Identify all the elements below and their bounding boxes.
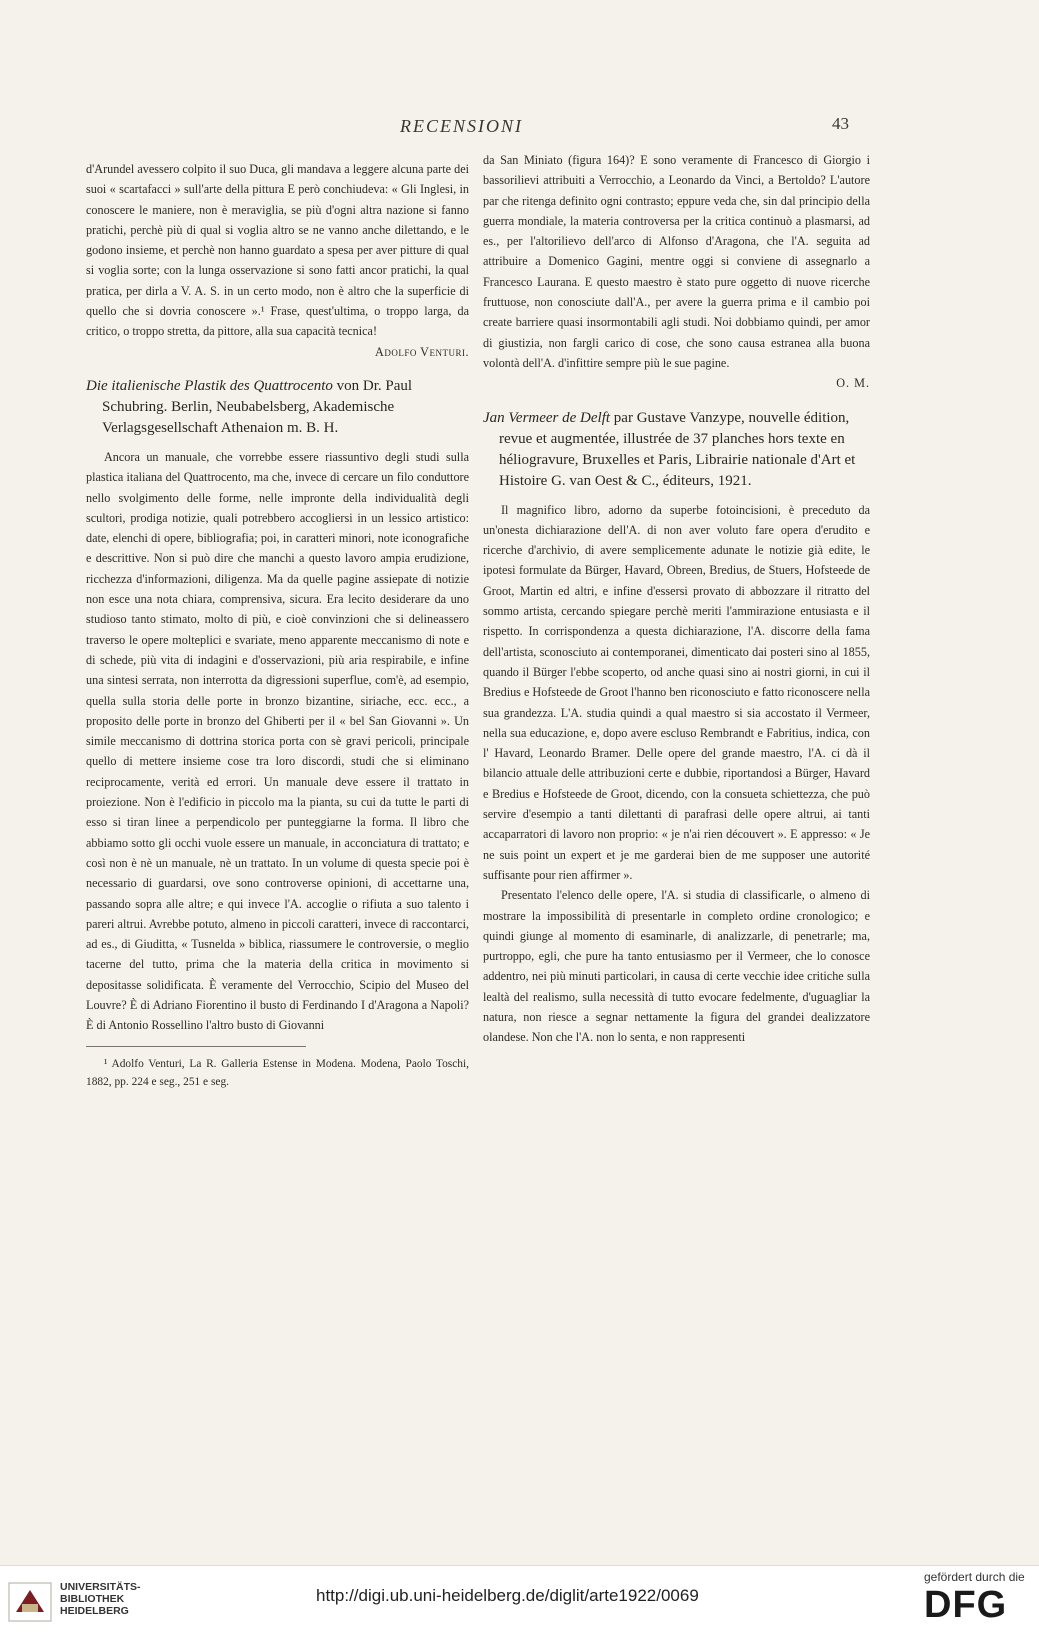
signature: Adolfo Venturi. bbox=[375, 344, 469, 359]
right-column bbox=[483, 150, 870, 1048]
review-heading bbox=[86, 376, 469, 439]
institution-name: UNIVERSITÄTS- BIBLIOTHEK HEIDELBERG bbox=[60, 1581, 141, 1617]
university-seal-icon bbox=[8, 1582, 52, 1622]
running-title: RECENSIONI bbox=[400, 116, 523, 136]
viewer-footer bbox=[0, 1565, 1039, 1632]
review-heading bbox=[483, 408, 870, 492]
paragraph bbox=[86, 159, 469, 359]
paragraph: Presentato l'elenco delle opere, l'A. si studia di classificarle, o almeno di mostrare la impossibilità di presentarle in completo ordine cronologico; e quindi giunge al momento di esaminarle, di analizzarle, di penetrarle; ma, purtroppo, egli, che pure ha tanto entusiasmo per il Vermeer, che lo conosce addentro, nei più minuti particolari, in causa di certe vecchie idee critiche sulla lealtà del realismo, sulla necessità di tutto evocare fedelmente, d'uguagliar la natura, non riesce a segnar nettamente la figura del grandei dealizzatore olandese. Non che l'A. non lo senta, e non rappresenti bbox=[483, 888, 870, 1045]
page-number: 43 bbox=[832, 114, 849, 133]
left-column bbox=[86, 159, 469, 1091]
page-url-link[interactable]: http://digi.ub.uni-heidelberg.de/diglit/arte1922/0069 bbox=[316, 1586, 699, 1605]
paragraph: Il magnifico libro, adorno da superbe fotoincisioni, è preceduto da un'onesta dichiarazione dell'A. di non aver voluto fare opera d'erudito e ricerche d'archivio, di avere semplicemente adunate le notizie già edite, le ipotesi formulate da Bürger, Havard, Obreen, Bredius, de Stuers, Hofsteede de Groot, Martin ed altri, e infine d'essersi provato di abbozzare il ritratto del sommo artista, cercando spiegare perchè meriti l'ammirazione entusiasta e il rispetto. In corrispondenza a questa dichiarazione, l'A. discorre della fama dell'artista, sconosciuto ai contemporanei, dimenticato dai posteri sino al 1855, quando il Bürger l'ebbe scoperto, od anche quasi sino ai nostri giorni, in cui il Bredius e Hofsteede de Groot l'hanno ben riconosciuto e fatto riconoscere nella sua grandezza. L'A. studia quindi a qual maestro si sia accostato il Vermeer, nella sua educazione, e, dopo avere escluso Rembrandt e Fabritius, indica, con l' Havard, Leonardo Bramer. Delle opere del grande maestro, l'A. ci dà il bilancio attuale delle attribuzioni certe e dubbie, riportandosi a Bürger, Havard e Bredius e Hofsteede de Groot, dicendo, con la consueta schiettezza, che può servire d'esempio a tanti dilettanti di parafrasi delle opere altrui, ai tanti accaparratori di lavoro non proprio: « je n'ai rien découvert ». E appresso: « Je ne suis point un expert et je me garderai bien de me supposer une autorité suffisante pour rien affirmer ». bbox=[483, 502, 870, 882]
book-details: von Dr. Paul Schubring. Berlin, Neubabelsberg, Akademische Verlagsgesellschaft Athenaion m. B. H. bbox=[102, 377, 413, 436]
signature: O. M. bbox=[836, 376, 870, 391]
book-details: par Gustave Vanzype, nouvelle édition, revue et augmentée, illustrée de 37 planches hors texte en héliogravure, Bruxelles et Paris, Librairie nationale d'Art et Histoire G. van Oest & C., éditeurs, 1921. bbox=[499, 409, 856, 489]
footnote-divider bbox=[86, 1046, 306, 1047]
paragraph: da San Miniato (figura 164)? E sono veramente di Francesco di Giorgio i bassorilievi attribuiti a Verrocchio, a Leonardo da Vinci, a Bertoldo? L'autore par che ritenga definito ogni contrasto; eppure veda che, sin dal principio della guerra mondiale, la materia controversa per la critica continuò a plasmarsi, ad es., per l'altorilievo dell'arco di Alfonso d'Aragona, che l'A. seguita ad attribuire a Domenico Gagini, mentre oggi si conviene di assegnarlo a Francesco Laurana. E questo maestro è stato pure oggetto di nuove ricerche fruttuose, non conosciute dall'A., per avere la guerra prima e il cambio poi create barriere quasi insormontabili agli studi. Noi dobbiamo quindi, per amor di giustizia, non fargli carico di cose, che sono causa estranea alla buona volontà dell'A. d'infittire sempre più le sue pagine. bbox=[483, 153, 870, 370]
paragraph-text: d'Arundel avessero colpito il suo Duca, gli mandava a leggere alcuna parte dei suoi « scartafacci » sull'arte della pittura E però conchiudeva: « Gli Inglesi, in conoscere le maniere, non è meraviglia, se più d'ogni altra nazione si fanno pratichi, perchè più di qual si voglia altro se ne vanno anche dilettando, e le godono insieme, et perchè non hanno guardato a spesa per aver pitture di qual si voglia sorte; con la lunga osservazione si sono fatti ancor pratichi, la qual pratica, per dirla a V. A. S. in un certo modo, non è altro che la superficie di quello che si dovria conoscere ».¹ Frase, quest'ultima, o troppo larga, da critico, o troppo stretta, da pittore, alla sua capacità tecnica! bbox=[86, 162, 469, 339]
book-title: Die italienische Plastik des Quattrocento bbox=[86, 377, 333, 394]
dfg-logo: DFG bbox=[924, 1584, 1008, 1626]
paragraph: Ancora un manuale, che vorrebbe essere riassuntivo degli studi sulla plastica italiana del Quattrocento, ma che, invece di cercare un filo conduttore nello svolgimento delle forme, nelle impronte della individualità degli scultori, prodiga notizie, quali potrebbero accogliersi in un lessico artistico: date, elenchi di opere, bibliografia; poi, in caratteri minori, note iconografiche e descrittive. Non si può dire che manchi a questo lavoro ampia erudizione, ricchezza d'informazioni, diligenza. Ma da quelle pagine assiepate di notizie non esce una nota chiara, comprensiva, sicura. Era lecito desiderare da uno studioso tanto stimato, molto di più, e cioè convinzioni che si delineassero traverso le opere molteplici e svariate, meno apparente meccanismo di note e di schede, più vita di indagini e d'osservazioni, più aria respirabile, e infine una sintesi serrata, non interrotta da digressioni superflue, com'è, ad esempio, quella sulla storia delle porte in bronzo bizantine, siriache, ecc. ecc., a proposito delle porte in bronzo del Ghiberti per il « bel San Giovanni ». Un simile meccanismo di dottrina storica porta con sè gravi pericoli, principale quello di mettere insieme cose tra loro discordi, studi che si eliminano reciprocamente, verità ed errori. Un manuale deve essere il trattato in proiezione. Non è l'edificio in piccolo ma la pianta, su cui da tutte le parti di esso si tiran linee a perpendicolo per punteggiarne la forma. Il libro che abbiamo sotto gli occhi vuole essere un manuale, in acconciatura di trattato; e così non è nè un manuale, nè un trattato. In un volume di questa specie poi è necessario di guardarsi, ove sono controverse opinioni, di accettarne una, passando sopra alle altre; e qui invece l'A. accoglie o rifiuta a suo talento i pareri altrui. Avrebbe potuto, almeno in piccoli caratteri, invece di raccontarci, ad es., di Giuditta, « Tusnelda » biblica, riassumere le controversie, o meglio tacerne del tutto, prima che la materia della critica in movimento si depositasse solidificata. È veramente del Verrocchio, Scipio del Museo del Louvre? È di Adriano Fiorentino il busto di Ferdinando I d'Aragona a Napoli? È di Antonio Rossellino l'altro busto di Giovanni bbox=[86, 449, 469, 1033]
book-title: Jan Vermeer de Delft bbox=[483, 409, 611, 426]
funded-by-label: gefördert durch die bbox=[924, 1570, 1025, 1584]
footnote: ¹ Adolfo Venturi, La R. Galleria Estense in Modena. Modena, Paolo Toschi, 1882, pp. 224 e seg., 251 e seg. bbox=[86, 1057, 469, 1088]
